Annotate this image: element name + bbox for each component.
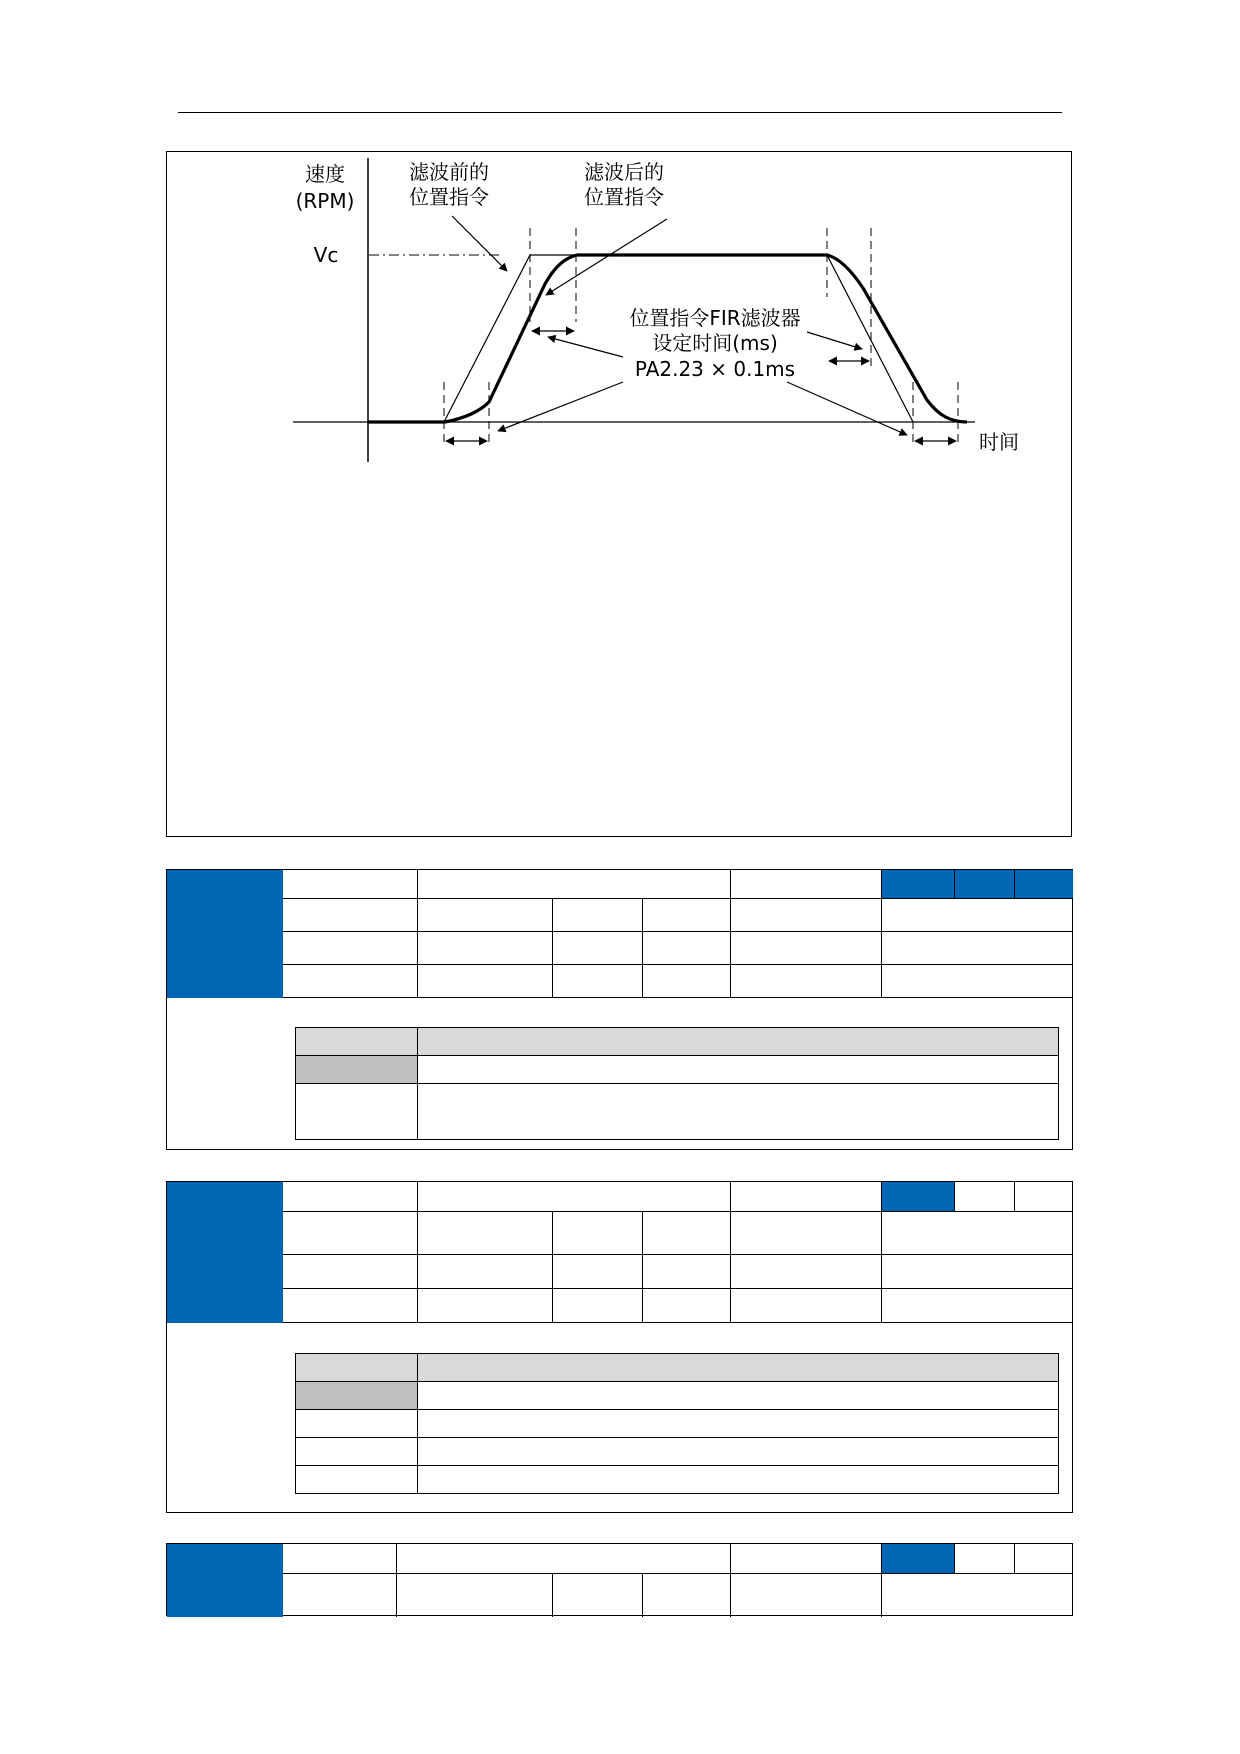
vc-label: Vc: [313, 243, 339, 267]
parameter-table-2: [166, 1181, 1073, 1513]
table-cell: [553, 1574, 643, 1617]
applicable-mode-flag: [1015, 870, 1073, 899]
fir-label-line3: PA2.23 × 0.1ms: [634, 357, 796, 381]
table-cell: [731, 1212, 882, 1255]
after-filter-label-line1: 滤波后的: [584, 160, 664, 184]
table-cell: [553, 1212, 643, 1255]
before-filter-label-line2: 位置指令: [409, 185, 489, 209]
table-row: [296, 1438, 1058, 1466]
table-cell: [731, 1289, 882, 1323]
setting-value-table: [295, 1353, 1059, 1494]
table-header-row: [296, 1354, 1058, 1382]
y-axis-label: 速度: [305, 162, 345, 186]
callout-fir-arrow: [787, 382, 907, 435]
callout-fir-arrow: [498, 382, 623, 431]
table-cell: [643, 965, 731, 998]
fir-filter-diagram: [167, 152, 1073, 838]
table-row: [296, 1382, 1058, 1410]
table-cell: [283, 1182, 418, 1212]
table-cell: [553, 1289, 643, 1323]
table-cell: [882, 1255, 1073, 1289]
table-cell: [283, 932, 418, 965]
param-stub: [167, 1544, 283, 1617]
fir-filter-figure: [166, 151, 1072, 837]
after-filter-label-line2: 位置指令: [584, 185, 664, 209]
table-cell: [418, 1182, 731, 1212]
table-cell: [731, 1544, 882, 1574]
table-cell: [731, 1255, 882, 1289]
table-cell: [553, 965, 643, 998]
param-stub: [167, 870, 283, 998]
table-cell: [882, 1289, 1073, 1323]
table-cell: [643, 1255, 731, 1289]
table-cell: [418, 1255, 553, 1289]
table-cell: [643, 932, 731, 965]
table-row: [296, 1084, 1058, 1140]
setting-value-table: [295, 1027, 1059, 1140]
table-cell: [418, 1212, 553, 1255]
table-cell: [643, 899, 731, 932]
table-cell: [731, 1182, 882, 1212]
table-cell: [553, 899, 643, 932]
table-cell: [418, 965, 553, 998]
table-cell: [283, 1544, 397, 1574]
before-filter-label-line1: 滤波前的: [409, 160, 489, 184]
applicable-mode-flag: [955, 870, 1015, 899]
applicable-mode-flag: [882, 1544, 955, 1574]
page-header-rule: [178, 112, 1062, 113]
table-cell: [283, 870, 418, 899]
table-cell: [882, 932, 1073, 965]
table-cell: [731, 1574, 882, 1617]
table-cell: [553, 1255, 643, 1289]
table-header-row: [296, 1028, 1058, 1056]
table-row: [296, 1466, 1058, 1494]
y-axis-unit: (RPM): [295, 189, 355, 213]
table-cell: [283, 899, 418, 932]
table-cell: [397, 1574, 553, 1617]
parameter-table-3: [166, 1543, 1073, 1616]
table-cell: [553, 932, 643, 965]
table-cell: [418, 1289, 553, 1323]
table-cell: [283, 1212, 418, 1255]
table-cell: [731, 965, 882, 998]
callout-before-arrow: [452, 216, 507, 271]
table-cell: [643, 1212, 731, 1255]
fir-label-line1: 位置指令FIR滤波器: [629, 306, 801, 330]
applicable-mode-flag: [955, 1544, 1015, 1574]
applicable-mode-flag: [882, 1182, 955, 1212]
table-cell: [418, 932, 553, 965]
table-cell: [418, 899, 553, 932]
table-cell: [643, 1289, 731, 1323]
table-cell: [731, 899, 882, 932]
table-cell: [882, 899, 1073, 932]
table-cell: [643, 1574, 731, 1617]
parameter-table-1: [166, 869, 1073, 1150]
applicable-mode-flag: [1015, 1182, 1073, 1212]
fir-label-line2: 设定时间(ms): [652, 331, 778, 355]
table-cell: [283, 1255, 418, 1289]
table-cell: [731, 932, 882, 965]
callout-after-arrow: [546, 219, 667, 295]
callout-fir-arrow: [548, 337, 623, 357]
table-cell: [283, 965, 418, 998]
table-cell: [418, 870, 731, 899]
table-row: [296, 1410, 1058, 1438]
table-row: [296, 1056, 1058, 1084]
param-stub: [167, 1182, 283, 1323]
table-cell: [882, 1212, 1073, 1255]
applicable-mode-flag: [882, 870, 955, 899]
table-cell: [283, 1289, 418, 1323]
table-cell: [882, 965, 1073, 998]
table-cell: [731, 870, 882, 899]
applicable-mode-flag: [955, 1182, 1015, 1212]
table-cell: [397, 1544, 731, 1574]
table-cell: [283, 1574, 397, 1617]
x-axis-label: 时间: [979, 430, 1019, 454]
callout-fir-arrow: [807, 332, 862, 349]
applicable-mode-flag: [1015, 1544, 1073, 1574]
